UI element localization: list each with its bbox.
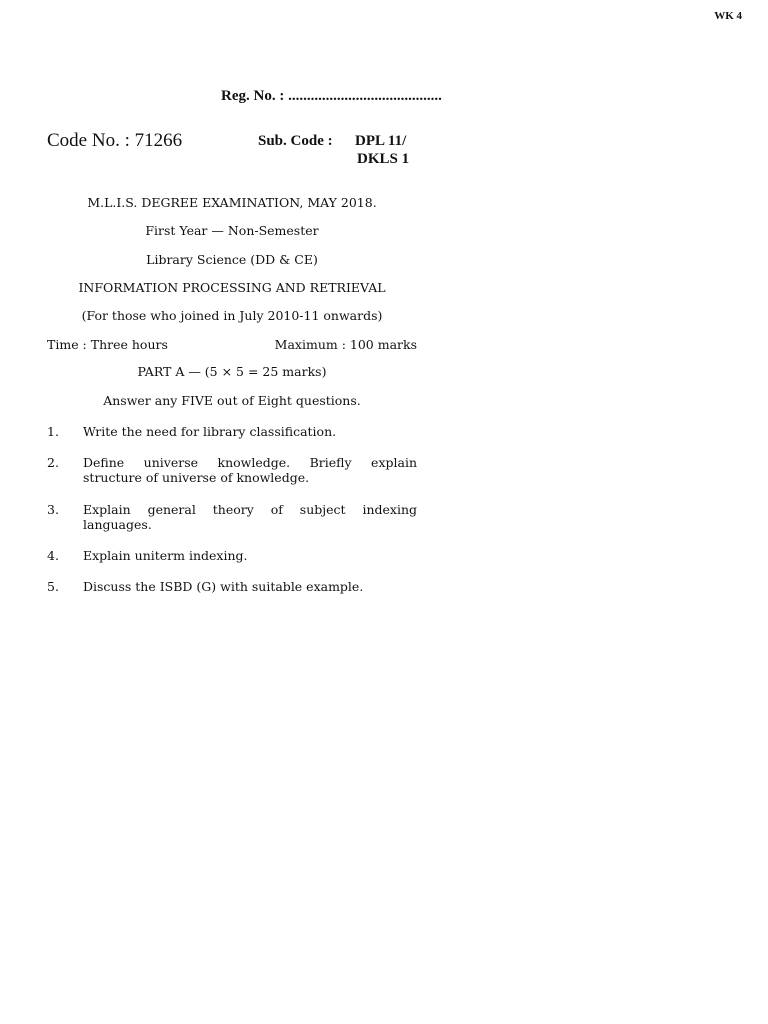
part-a-instruction: Answer any FIVE out of Eight questions. (103, 393, 361, 408)
question-number: 5. (47, 579, 59, 594)
registration-number-field: Reg. No. : ......................................... (221, 88, 442, 104)
maximum-marks: Maximum : 100 marks (274, 337, 417, 352)
exam-title: M.L.I.S. DEGREE EXAMINATION, MAY 2018. (87, 195, 377, 210)
part-a-heading: PART A — (5 × 5 = 25 marks) (137, 364, 327, 379)
sub-code-label: Sub. Code : (258, 133, 333, 149)
paper-title: INFORMATION PROCESSING AND RETRIEVAL (78, 280, 386, 295)
exam-subject: Library Science (DD & CE) (146, 252, 318, 267)
eligibility-note: (For those who joined in July 2010-11 onwards) (81, 308, 383, 323)
question-item (47, 455, 417, 485)
question-text: Explain general theory of subject indexing languages. (83, 502, 417, 532)
question-text: Explain uniterm indexing. (83, 548, 248, 563)
code-number: Code No. : 71266 (47, 130, 183, 151)
sub-code-value-line2: DKLS 1 (357, 151, 410, 167)
question-item (47, 424, 417, 439)
question-text: Define universe knowledge. Briefly explain structure of universe of knowledge. (83, 455, 417, 485)
time-allowed: Time : Three hours (47, 337, 168, 352)
sub-code-value-line1: DPL 11/ (355, 133, 407, 149)
question-number: 3. (47, 502, 59, 517)
question-number: 1. (47, 424, 59, 439)
question-text: Discuss the ISBD (G) with suitable example. (83, 579, 364, 594)
exam-year: First Year — Non-Semester (145, 223, 319, 238)
question-item (47, 502, 417, 532)
question-item (47, 548, 417, 563)
page-corner-code: WK 4 (714, 10, 742, 22)
question-number: 2. (47, 455, 59, 470)
question-number: 4. (47, 548, 59, 563)
question-text: Write the need for library classification. (83, 424, 337, 439)
question-item (47, 579, 417, 594)
